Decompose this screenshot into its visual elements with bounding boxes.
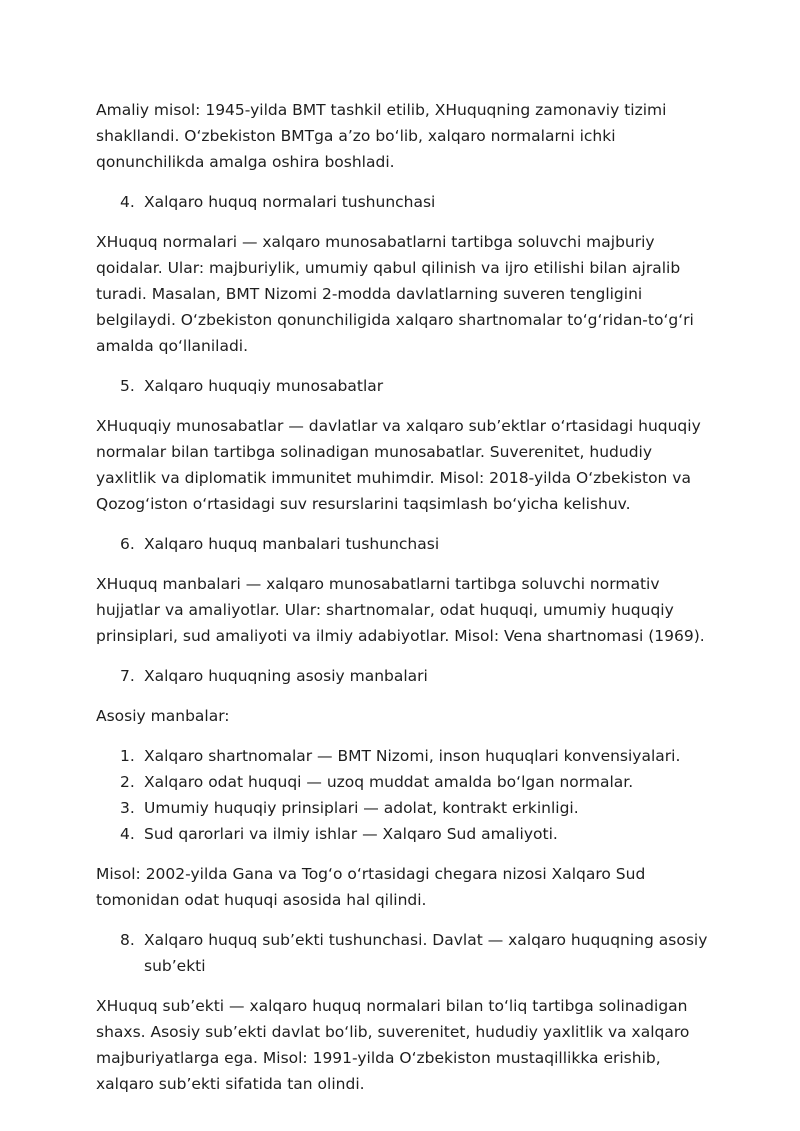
list-item-text: Xalqaro shartnomalar — BMT Nizomi, inson huquqlari konvensiyalari. xyxy=(144,747,681,765)
list-item xyxy=(96,743,716,769)
section-body-4: XHuquq normalari — xalqaro munosabatlarni tartibga soluvchi majburiy qoidalar. Ular: majburiylik, umumiy qabul qilinish va ijro etilishi bilan ajralib turadi. Masalan, BMT Nizomi 2-modda davlatlarning suveren tengligini belgilaydi. O‘zbekiston qonunchiligida xalqaro shartnomalar to‘g‘ridan-to‘g‘ri amalda qo‘llaniladi. xyxy=(96,233,694,355)
section-title: Xalqaro huquqiy munosabatlar xyxy=(144,377,384,395)
list-item-number: 4. xyxy=(120,825,135,843)
section-title: Xalqaro huquq normalari tushunchasi xyxy=(144,193,436,211)
section-title: Xalqaro huquqning asosiy manbalari xyxy=(144,667,428,685)
section-number: 5. xyxy=(120,377,135,395)
list-item xyxy=(96,769,716,795)
list-item-text: Umumiy huquqiy prinsiplari — adolat, kontrakt erkinligi. xyxy=(144,799,579,817)
list-item xyxy=(96,821,716,847)
section-number: 7. xyxy=(120,667,135,685)
section-number: 8. xyxy=(120,931,135,949)
section-heading-5 xyxy=(96,373,716,399)
section-body-5: XHuquqiy munosabatlar — davlatlar va xalqaro sub’ektlar o‘rtasidagi huquqiy normalar bilan tartibga solinadigan munosabatlar. Suverenitet, hududiy yaxlitlik va diplomatik immunitet muhimdir. Misol: 2018-yilda O‘zbekiston va Qozog‘iston o‘rtasidagi suv resurslarini taqsimlash bo‘yicha kelishuv. xyxy=(96,417,701,513)
section-heading-6 xyxy=(96,531,716,557)
section-heading-4 xyxy=(96,189,716,215)
section-body-6: XHuquq manbalari — xalqaro munosabatlarni tartibga soluvchi normativ hujjatlar va amaliyotlar. Ular: shartnomalar, odat huquqi, umumiy huquqiy prinsiplari, sud amaliyoti va ilmiy adabiyotlar. Misol: Vena shartnomasi (1969). xyxy=(96,575,705,645)
list-item-number: 2. xyxy=(120,773,135,791)
list-item xyxy=(96,795,716,821)
sources-list xyxy=(96,743,716,847)
list-item-number: 1. xyxy=(120,747,135,765)
section-title: Xalqaro huquq sub’ekti tushunchasi. Davlat — xalqaro huquqning asosiy sub’ekti xyxy=(144,931,708,975)
section-title: Xalqaro huquq manbalari tushunchasi xyxy=(144,535,440,553)
list-item-text: Xalqaro odat huquqi — uzoq muddat amalda bo‘lgan normalar. xyxy=(144,773,634,791)
intro-paragraph: Amaliy misol: 1945-yilda BMT tashkil etilib, XHuquqning zamonaviy tizimi shakllandi. O‘zbekiston BMTga a’zo bo‘lib, xalqaro normalarni ichki qonunchilikda amalga oshira boshladi. xyxy=(96,101,667,171)
section-heading-7 xyxy=(96,663,716,689)
section-number: 6. xyxy=(120,535,135,553)
section-example-7: Misol: 2002-yilda Gana va Tog‘o o‘rtasidagi chegara nizosi Xalqaro Sud tomonidan odat huquqi asosida hal qilindi. xyxy=(96,865,646,909)
list-item-number: 3. xyxy=(120,799,135,817)
list-item-text: Sud qarorlari va ilmiy ishlar — Xalqaro Sud amaliyoti. xyxy=(144,825,558,843)
section-heading-8 xyxy=(96,927,716,979)
sources-intro: Asosiy manbalar: xyxy=(96,707,230,725)
section-body-8: XHuquq sub’ekti — xalqaro huquq normalari bilan to‘liq tartibga solinadigan shaxs. Asosiy sub’ekti davlat bo‘lib, suverenitet, hududiy yaxlitlik va xalqaro majburiyatlarga ega. Misol: 1991-yilda O‘zbekiston mustaqillikka erishib, xalqaro sub’ekti sifatida tan olindi. xyxy=(96,997,690,1093)
section-number: 4. xyxy=(120,193,135,211)
document-page xyxy=(96,97,716,1111)
